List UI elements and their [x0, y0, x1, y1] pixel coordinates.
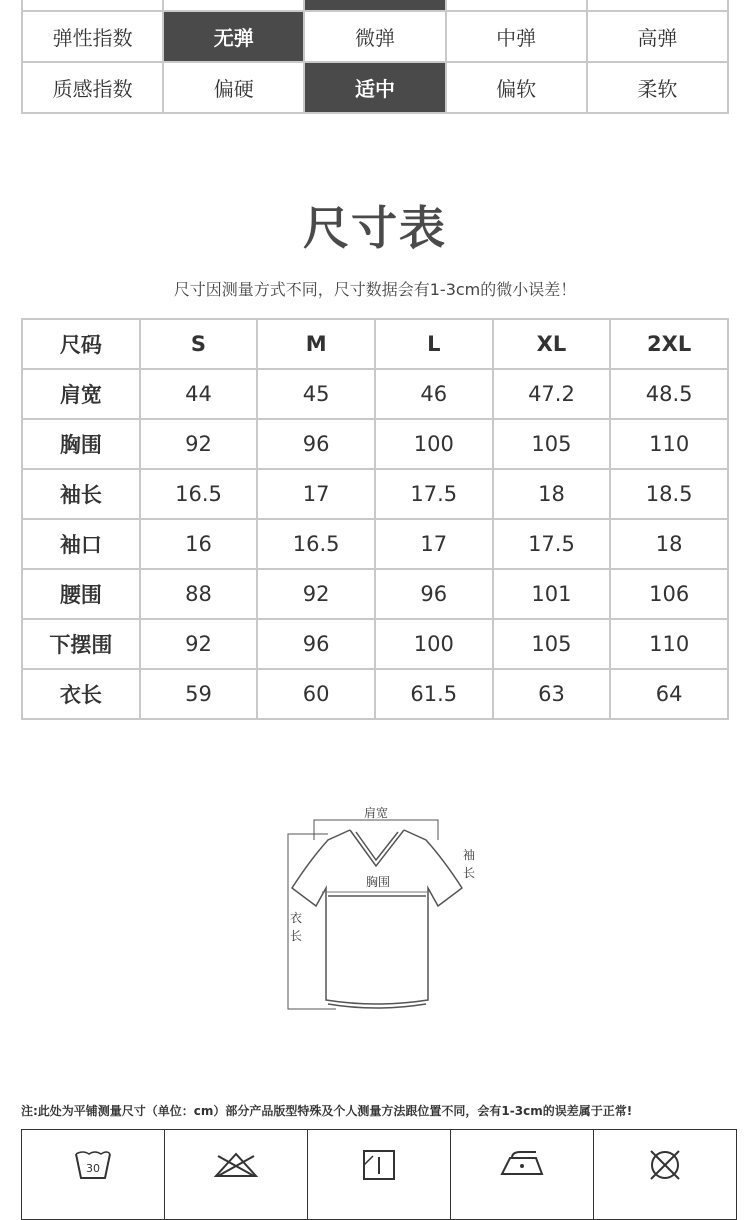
row-label: 胸围 — [22, 419, 140, 469]
row-label: 袖口 — [22, 519, 140, 569]
row-label: 袖长 — [22, 469, 140, 519]
measurement-footnote: 注:此处为平铺测量尺寸（单位：cm）部分产品版型特殊及个人测量方法跟位置不同，会有1-3cm的误差属于正常! — [21, 1104, 633, 1118]
table-cell: 18.5 — [610, 469, 728, 519]
table-cell: 46 — [375, 369, 493, 419]
attribute-table — [21, 0, 729, 114]
table-cell: 60 — [257, 669, 375, 719]
table-cell: 110 — [610, 619, 728, 669]
table-cell: 100 — [375, 419, 493, 469]
attribute-option: 偏软 — [446, 62, 587, 113]
no-dry-clean-icon — [645, 1148, 685, 1182]
row-label: 衣长 — [22, 669, 140, 719]
table-cell: 16.5 — [140, 469, 258, 519]
attribute-option: 高弹 — [587, 11, 728, 62]
attribute-option-selected: 适中 — [304, 62, 445, 113]
table-cell: 61.5 — [375, 669, 493, 719]
table-cell: 105 — [493, 419, 611, 469]
length-label-char: 长 — [290, 929, 303, 943]
table-cell: 92 — [140, 619, 258, 669]
attribute-label: 弹性指数 — [22, 11, 163, 62]
header-cell: L — [375, 319, 493, 369]
tshirt-measurement-diagram — [280, 800, 480, 1015]
care-cell — [165, 1130, 308, 1220]
table-cell: 48.5 — [610, 369, 728, 419]
attribute-label: 质感指数 — [22, 62, 163, 113]
row-label: 下摆围 — [22, 619, 140, 669]
table-row — [22, 569, 728, 619]
length-label-char: 衣 — [290, 911, 303, 925]
table-cell: 16 — [140, 519, 258, 569]
header-cell: 尺码 — [22, 319, 140, 369]
table-cell: 63 — [493, 669, 611, 719]
header-cell: XL — [493, 319, 611, 369]
table-row — [22, 669, 728, 719]
table-cell: 18 — [493, 469, 611, 519]
table-cell: 110 — [610, 419, 728, 469]
wash-30-icon — [73, 1148, 113, 1182]
table-cell: 92 — [257, 569, 375, 619]
care-cell — [594, 1130, 737, 1220]
table-cell: 18 — [610, 519, 728, 569]
attribute-option: 柔软 — [587, 62, 728, 113]
wash-temp: 30 — [86, 1162, 100, 1175]
table-cell: 44 — [140, 369, 258, 419]
hang-dry-icon — [361, 1148, 397, 1182]
care-cell — [22, 1130, 165, 1220]
care-cell — [451, 1130, 594, 1220]
table-cell: 17.5 — [493, 519, 611, 569]
size-table — [21, 318, 729, 720]
table-cell: 96 — [257, 619, 375, 669]
table-cell: 16.5 — [257, 519, 375, 569]
chest-label: 胸围 — [365, 875, 391, 889]
no-bleach-icon — [212, 1148, 260, 1180]
sleeve-label-char: 袖 — [463, 848, 476, 862]
table-cell: 17 — [257, 469, 375, 519]
table-cell: 105 — [493, 619, 611, 669]
attribute-option: 微弹 — [304, 11, 445, 62]
table-cell: 92 — [140, 419, 258, 469]
table-row — [22, 419, 728, 469]
shoulder-label: 肩宽 — [363, 806, 389, 820]
table-cell: 17.5 — [375, 469, 493, 519]
sleeve-label-char: 长 — [463, 866, 476, 880]
care-cell — [308, 1130, 451, 1220]
table-cell: 100 — [375, 619, 493, 669]
attribute-option: 偏硬 — [163, 62, 304, 113]
iron-icon — [498, 1148, 546, 1180]
attribute-row-elasticity — [22, 11, 728, 62]
table-row — [22, 369, 728, 419]
table-cell: 45 — [257, 369, 375, 419]
table-row — [22, 519, 728, 569]
attribute-option: 中弹 — [446, 11, 587, 62]
attribute-option-selected: 无弹 — [163, 11, 304, 62]
table-cell: 59 — [140, 669, 258, 719]
attribute-row-texture — [22, 62, 728, 113]
table-cell: 88 — [140, 569, 258, 619]
header-cell: M — [257, 319, 375, 369]
header-cell: S — [140, 319, 258, 369]
table-cell: 96 — [257, 419, 375, 469]
row-label: 腰围 — [22, 569, 140, 619]
size-chart-note: 尺寸因测量方式不同，尺寸数据会有1-3cm的微小误差！ — [173, 280, 577, 299]
table-cell: 47.2 — [493, 369, 611, 419]
table-cell: 106 — [610, 569, 728, 619]
table-cell: 101 — [493, 569, 611, 619]
table-row — [22, 469, 728, 519]
size-chart-title: 尺寸表 — [303, 201, 447, 255]
table-row — [22, 619, 728, 669]
header-cell: 2XL — [610, 319, 728, 369]
table-cell: 64 — [610, 669, 728, 719]
table-cell: 17 — [375, 519, 493, 569]
care-instructions — [21, 1129, 737, 1220]
table-cell: 96 — [375, 569, 493, 619]
row-label: 肩宽 — [22, 369, 140, 419]
size-table-header — [22, 319, 728, 369]
